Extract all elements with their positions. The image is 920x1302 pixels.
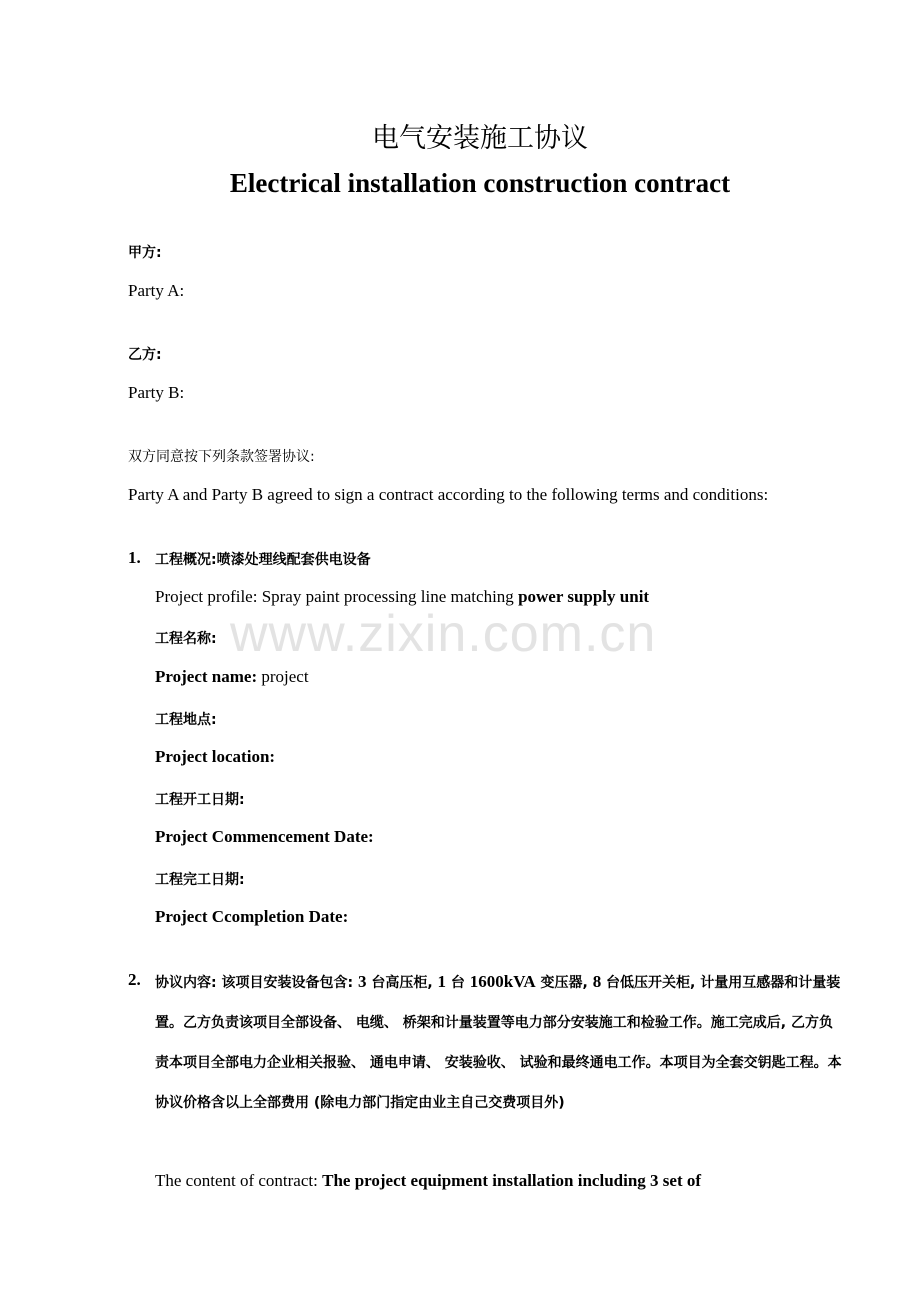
party-a-label-en: Party A: <box>128 281 185 300</box>
project-location-label-en: Project location: <box>155 747 276 766</box>
content-text: 协议内容: 该项目安装设备包含: <box>155 975 358 991</box>
section-1-heading-cn: 工程概况:喷漆处理线配套供电设备 <box>155 552 371 568</box>
content-text: 台低压开关柜, 计量用互感器和计量装置。乙方负责该项目全部设备、 电缆、 桥架和计量装置等电力部分安装施工和检验工作。施工完成后, 乙方负责本项目全部电力企业相关报验、 通电申请、 安装验收、 试验和最终通电工作。本项目为全套交钥匙工程。本协议价格含以上全部费用 (除电力部门指定由业主自己交费项目外) <box>155 975 842 1111</box>
content-number: 1600kVA <box>469 972 536 991</box>
project-name-value: project <box>257 667 309 686</box>
end-date-label-cn: 工程完工日期: <box>155 872 245 888</box>
agreement-en: Party A and Party B agreed to sign a contract according to the following terms and conditions: <box>128 485 769 504</box>
project-name-en <box>155 667 309 687</box>
content-number: 3 <box>357 972 367 991</box>
end-date-label-en: Project Ccompletion Date: <box>155 907 349 926</box>
content-text: 变压器, <box>535 975 593 991</box>
start-date-label-en: Project Commencement Date: <box>155 827 374 846</box>
profile-prefix: Project profile: Spray paint processing line matching <box>155 587 519 606</box>
party-a-label-cn: 甲方: <box>128 245 162 261</box>
agreement-cn: 双方同意按下列条款签署协议: <box>128 449 315 465</box>
project-name-label-en: Project name: <box>155 667 258 686</box>
project-location-label-cn: 工程地点: <box>155 712 217 728</box>
profile-bold: power supply unit <box>518 587 650 606</box>
start-date-label-cn: 工程开工日期: <box>155 792 245 808</box>
section-1-profile-en <box>155 587 649 607</box>
title-chinese: 电气安装施工协议 <box>372 123 588 153</box>
content-en-bold: The project equipment installation including 3 set of <box>322 1171 702 1190</box>
content-text: 台 <box>446 975 470 991</box>
content-number: 8 <box>592 972 602 991</box>
content-number: 1 <box>437 972 447 991</box>
section-1-number: 1. <box>128 548 141 567</box>
section-2-content-en <box>155 1171 701 1191</box>
section-2-content-cn <box>155 962 845 1123</box>
content-en-prefix: The content of contract: <box>155 1171 323 1190</box>
project-name-label-cn: 工程名称: <box>155 631 217 647</box>
title-english: Electrical installation construction contract <box>229 168 731 198</box>
section-2-number: 2. <box>128 970 141 989</box>
party-b-label-en: Party B: <box>128 383 185 402</box>
party-b-label-cn: 乙方: <box>128 347 162 363</box>
watermark: www.zixin.com.cn <box>230 605 657 663</box>
content-text: 台高压柜, <box>366 975 438 991</box>
